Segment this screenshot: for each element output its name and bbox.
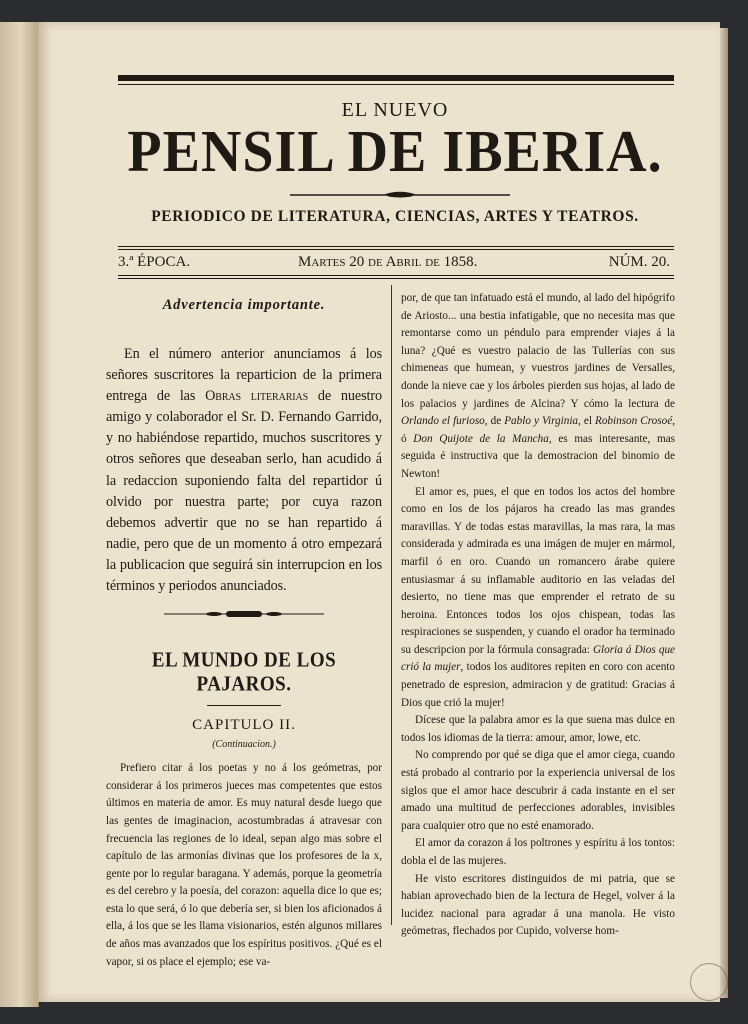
article-title: EL MUNDO DE LOS PAJAROS.	[151, 648, 337, 697]
book-title-robinson: Robinson Crosoé	[594, 415, 673, 428]
notice-text-part-2: de nuestro amigo y colaborador el Sr. D. Fernando Garrido, y no habiéndose repartido, muchos suscritores y otros señores que deseaban serlo, han acudido á la redaccion suponiendo falta del repartidor ú olvido por nuestra parte; por cuya razon debemos advertir que no se han repartido á nadie, pero que de un momento á otro empezará la publicacion que seguirá sin interrupcion en los términos y periodos anunciados.	[106, 388, 382, 595]
article-paragraph: No comprendo por qué se diga que el amor ciega, cuando está probado al contrario por la experiencia universal de los siglos que el amor hace descubrir á cada instante en el ser amado una multitud de perfecciones adorables, invisibles para cualquier otro que no esté enamorado.	[401, 749, 675, 832]
issue-epoch: 3.ª ÉPOCA.	[118, 254, 191, 270]
quoted-formula: Gloria á Dios que crió la mujer	[401, 643, 676, 674]
article-body-right	[401, 290, 675, 941]
masthead-title: PENSIL DE IBERIA.	[127, 119, 663, 185]
article-body-left	[106, 760, 382, 971]
book-title-quijote: Don Quijote de la Mancha	[413, 432, 549, 445]
right-column	[401, 290, 675, 941]
book-title-pablo: Pablo y Virginia	[504, 415, 579, 428]
info-rule-top	[118, 246, 674, 247]
continuation-note: (Continuacion.)	[212, 739, 276, 751]
masthead-subtitle: PERIODICO DE LITERATURA, CIENCIAS, ARTES Y TEATROS.	[151, 208, 639, 225]
info-rule-bottom	[118, 275, 674, 276]
title-underline	[207, 705, 281, 706]
article-paragraph: El amor es, pues, el que en todos los actos del hombre como en los de los pájaros ha creado las mas grandes maravillas. Y de todas estas maravillas, la mas rara, la mas considerada y admirada es una imágen de mujer en mármol, marfil ó en oro. Cuando un romancero árabe quiere entusiasmar á su inflamable auditorio en las veladas del desierto, no tiene mas que emprender el retrato de su heroina. Entonces todos los ojos chispean, todas las respiraciones se suspenden, y cuando el orador ha terminado su descripcion por la fórmula consagrada: Gloria á Dios que crió la mujer, todos los auditores repiten en coro con acento penetrado de espresion, admiracion y de gratitud: Gracias á Dios que crió la mujer!	[401, 485, 676, 709]
article-paragraph: Dícese que la palabra amor es la que suena mas dulce en todos los idiomas de la tierra: amour, amor, lowe, etc.	[401, 714, 675, 744]
article-paragraph: El amor da corazon á los poltrones y espíritu á los tontos: dobla el de las mujeres.	[401, 837, 675, 867]
article-paragraph: He visto escritores distinguidos de mi patria, que se habian aprovechado bien de la lectura de Hegel, volver á la lucidez nacional para agradar á una manola. He visto geómetras, flechados por Cupido, volverse hom-	[401, 872, 675, 938]
notice-text	[106, 344, 382, 597]
book-title-orlando: Orlando el furioso	[401, 415, 485, 428]
left-column	[106, 295, 382, 971]
masthead-pretitle: EL NUEVO	[341, 99, 449, 121]
chapter-heading: CAPITULO II.	[192, 717, 296, 734]
notice-text-part-1: En el número anterior anunciamos á los señores suscritores la reparticion de la primera entrega de las	[106, 346, 382, 405]
article-paragraph: Prefiero citar á los poetas y no á los geómetras, por considerar á los primeros jueces mas competentes que estos últimos en materia de amor. Es muy natural desde luego que las gentes de imaginacion, acostumbradas á atravesar con frecuencia las regiones de lo ideal, sepan algo mas sobre el capítulo de las armonías divinas que los profesores de la x, gente por lo regular baragana. Y además, porque la geometría es del cerebro y la poesía, del corazon: aquella dice lo que es; esta lo que será, ó lo que debería ser, si bien los aficionados á ella, á los que se les llama visionarios, estén algunos millares de años mas avanzados que los espíritus positivos. ¿Qué es el vapor, si os place el ejemplo; ese va-	[106, 762, 382, 968]
article-paragraph: por, de que tan infatuado está el mundo, al lado del hipógrifo de Ariosto... una bestia infatigable, que no necesita mas que remontarse como un péndulo para emprender viajes á la luna? ¿Qué es vuestro palacio de las Tullerías con sus chimeneas que humean, y vuestros jardines de Versalles, donde la nieve cae y los árboles pierden sus hojas, al lado de los palacios y jardines de Alcina? Y cómo la lectura de Orlando el furioso, de Pablo y Virginia, el Robinson Crosoé, ó Don Quijote de la Mancha, es mas interesante, mas seguida é instructiva que la demostracion del binomio de Newton!	[401, 292, 676, 480]
notice-title: Advertencia importante.	[162, 297, 326, 313]
info-rule-top-2	[118, 249, 674, 250]
issue-number: NÚM. 20.	[608, 254, 670, 270]
library-stamp	[690, 963, 728, 1001]
section-ornament	[106, 605, 382, 625]
column-divider	[391, 285, 392, 925]
flourish-ornament	[290, 190, 510, 200]
issue-date: Martes 20 de Abril de 1858.	[298, 254, 478, 270]
info-rule-bottom-2	[118, 278, 674, 279]
notice-works-title: Obras literarias	[205, 388, 309, 405]
top-thin-rule	[118, 84, 674, 85]
top-rule	[118, 75, 674, 81]
